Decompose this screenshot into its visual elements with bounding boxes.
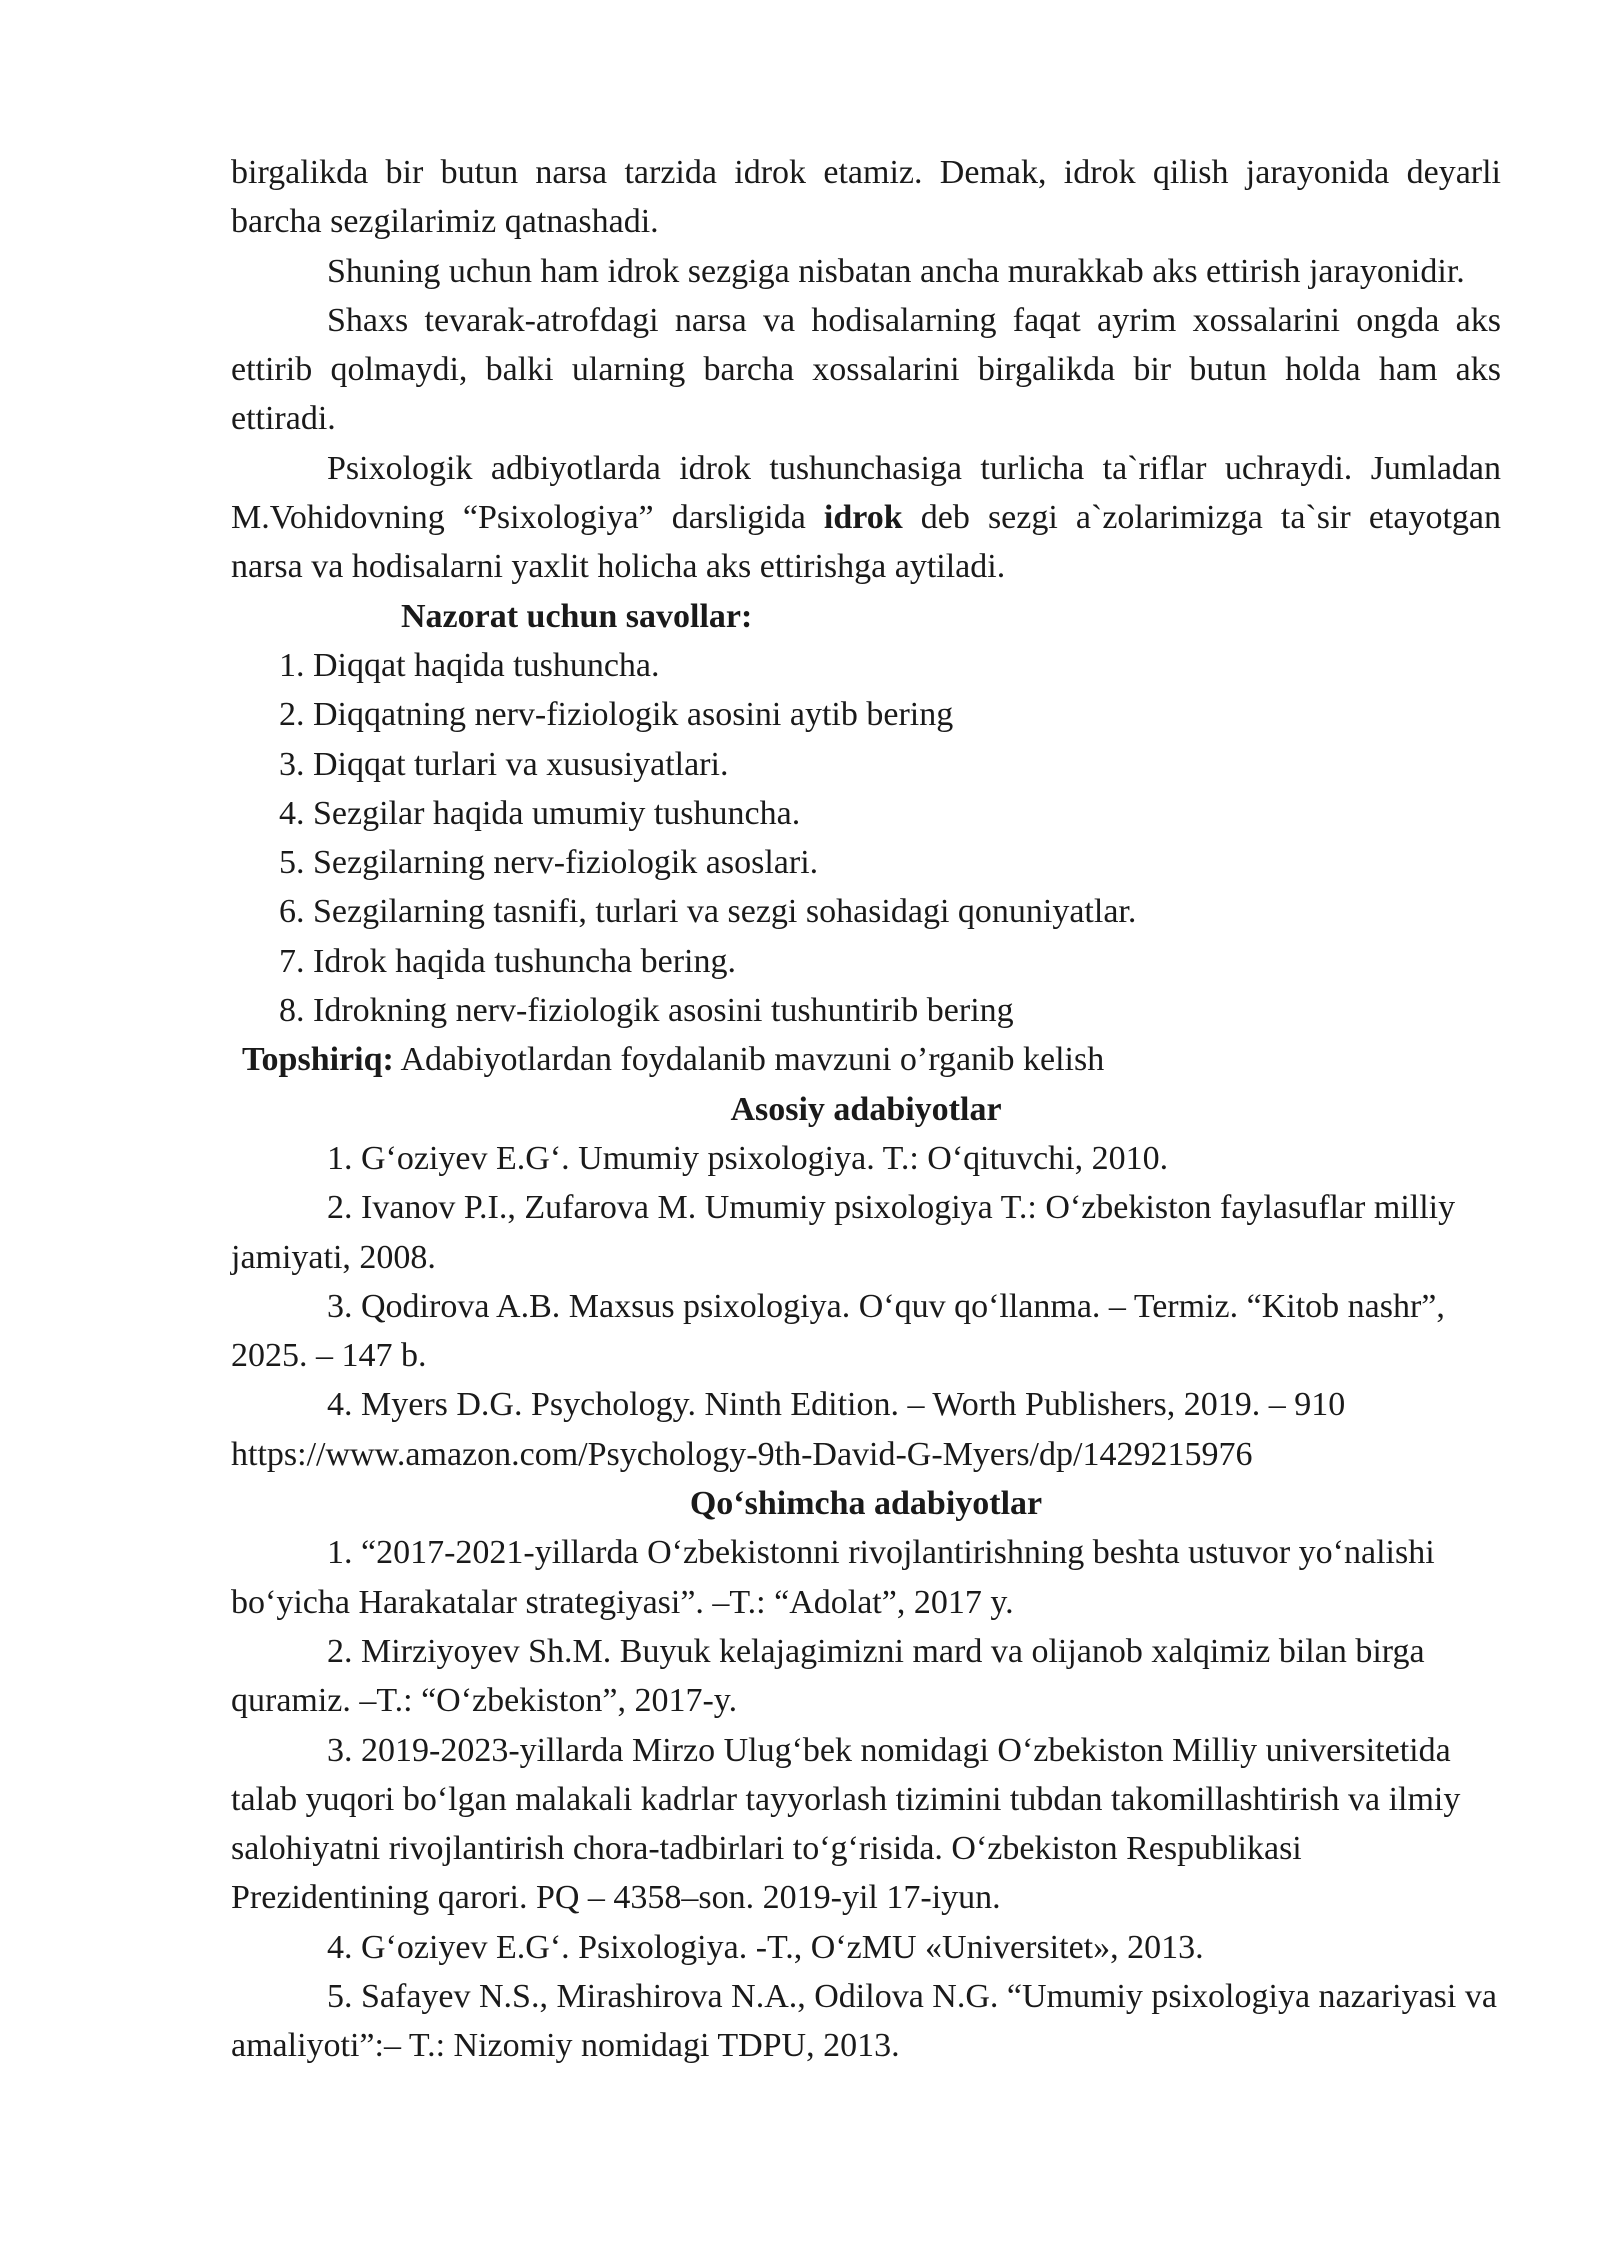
paragraph-4-text-b: deb sezgi a`zolarimizga ta`sir etayotgan narsa va hodisalarni yaxlit holicha aks ettirishga aytiladi. [231, 499, 1502, 586]
question-item: 1. Diqqat haqida tushuncha. [279, 646, 660, 684]
intro-paragraph-2: Shuning uchun ham idrok sezgiga nisbatan ancha murakkab aks ettirish jarayonidir. [327, 252, 1465, 290]
literature-item: 4. G‘oziyev E.G‘. Psixologiya. -T., O‘zMU «Universitet», 2013. [327, 1928, 1204, 1966]
literature-item: 3. Qodirova A.B. Maxsus psixologiya. O‘quv qo‘llanma. – Termiz. “Kitob nashr”, 2025. – 147 b. [231, 1287, 1445, 1375]
question-item: 2. Diqqatning nerv-fiziologik asosini aytib bering [279, 696, 954, 734]
intro-paragraph-3: Shaxs tevarak-atrofdagi narsa va hodisalarning faqat ayrim xossalarini ongda aks ettirib qolmaydi, balki ularning barcha xossalarini birgalikda bir butun holda ham aks ettiradi. [231, 301, 1501, 438]
literature-item: 5. Safayev N.S., Mirashirova N.A., Odilova N.G. “Umumiy psixologiya nazariyasi va amaliyoti”:– T.: Nizomiy nomidagi TDPU, 2013. [231, 1977, 1497, 2065]
main-literature-heading: Asosiy adabiyotlar [730, 1090, 1002, 1128]
intro-paragraph-1: birgalikda bir butun narsa tarzida idrok etamiz. Demak, idrok qilish jarayonida deyarli barcha sezgilarimiz qatnashadi. [231, 154, 1501, 241]
question-item: 5. Sezgilarning nerv-fiziologik asoslari. [279, 844, 819, 882]
literature-item: 3. 2019-2023-yillarda Mirzo Ulug‘bek nomidagi O‘zbekiston Milliy universitetida talab yuqori bo‘lgan malakali kadrlar tayyorlash tizimini tubdan takomillashtirish va ilmiy salohiyatni rivojlantirish chora-tadbirlari to‘g‘risida. O‘zbekiston Respublikasi Prezidentining qarori. PQ – 4358–son. 2019-yil 17-iyun. [231, 1731, 1461, 1917]
question-item: 8. Idrokning nerv-fiziologik asosini tushuntirib bering [279, 992, 1014, 1030]
literature-item: 1. “2017-2021-yillarda O‘zbekistonni rivojlantirishning beshta ustuvor yo‘nalishi bo‘yicha Harakatalar strategiyasi”. –T.: “Adolat”, 2017 y. [231, 1534, 1435, 1621]
literature-item: 4. Myers D.G. Psychology. Ninth Edition. – Worth Publishers, 2019. – 910 https://www.amazon.com/Psychology-9th-David-G-Myers/dp/1429215976 [231, 1386, 1346, 1473]
question-item: 7. Idrok haqida tushuncha bering. [279, 942, 736, 980]
literature-item: 1. G‘oziyev E.G‘. Umumiy psixologiya. T.: O‘qituvchi, 2010. [327, 1139, 1169, 1177]
question-item: 3. Diqqat turlari va xususiyatlari. [279, 745, 729, 783]
literature-item: 2. Mirziyoyev Sh.M. Buyuk kelajagimizni mard va olijanob xalqimiz bilan birga quramiz. –T.: “O‘zbekiston”, 2017-y. [231, 1632, 1425, 1720]
extra-literature-heading: Qo‘shimcha adabiyotlar [689, 1485, 1043, 1523]
document-page [231, 148, 1501, 2071]
task-text: Adabiyotlardan foydalanib mavzuni o’rganib kelish [393, 1041, 1105, 1079]
task-line [231, 1035, 1501, 1084]
literature-item: 2. Ivanov P.I., Zufarova M. Umumiy psixologiya T.: O‘zbekiston faylasuflar milliy jamiyati, 2008. [231, 1189, 1456, 1276]
question-item: 4. Sezgilar haqida umumiy tushuncha. [279, 794, 801, 832]
intro-paragraph-4 [231, 444, 1501, 592]
questions-heading: Nazorat uchun savollar: [401, 597, 753, 635]
task-label: Topshiriq: [242, 1041, 394, 1079]
paragraph-4-text-a: Psixologik adbiyotlarda idrok tushunchasiga turlicha ta`riflar uchraydi. Jumladan M.Vohidovning “Psixologiya” darsligida [231, 449, 1501, 537]
question-item: 6. Sezgilarning tasnifi, turlari va sezgi sohasidagi qonuniyatlar. [279, 893, 1137, 931]
term-idrok: idrok [823, 499, 903, 537]
